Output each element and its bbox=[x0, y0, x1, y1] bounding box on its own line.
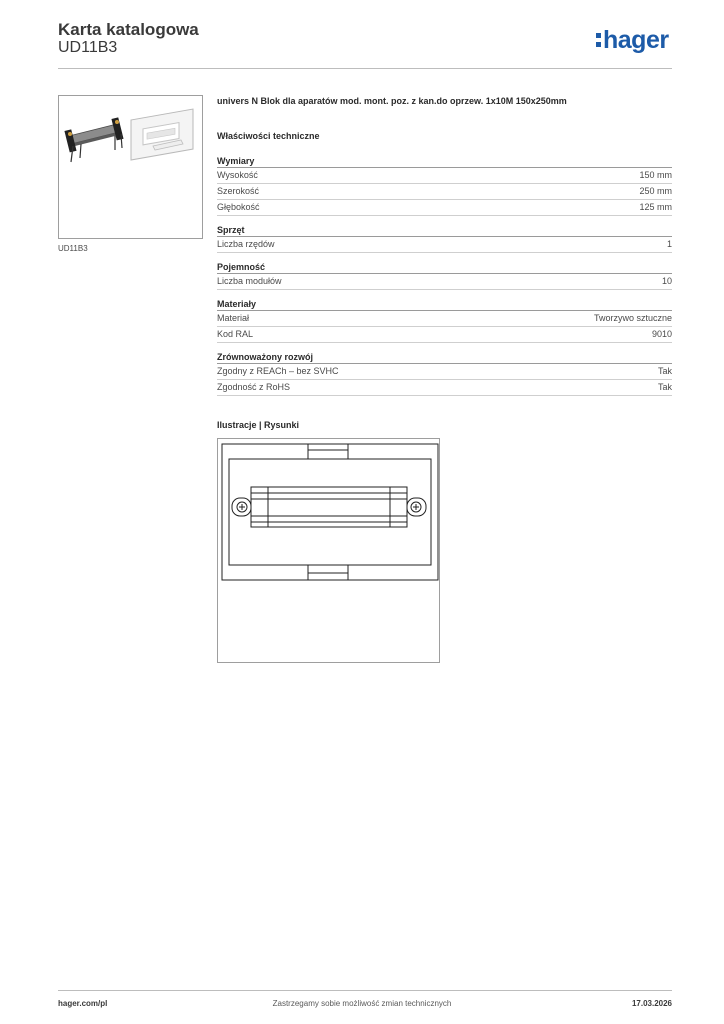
spec-group-title: Materiały bbox=[217, 298, 672, 311]
spec-row bbox=[217, 184, 672, 200]
hager-logo[interactable] bbox=[596, 27, 669, 53]
spec-group-capacity bbox=[217, 261, 672, 290]
spec-row bbox=[217, 200, 672, 216]
spec-label: Wysokość bbox=[217, 170, 258, 180]
spec-row bbox=[217, 364, 672, 380]
spec-row bbox=[217, 311, 672, 327]
spec-label: Zgodność z RoHS bbox=[217, 382, 291, 392]
spec-label: Liczba rzędów bbox=[217, 239, 275, 249]
spec-value: 1 bbox=[666, 239, 672, 249]
logo-dots-icon bbox=[596, 33, 601, 47]
spec-row bbox=[217, 274, 672, 290]
spec-group-dimensions bbox=[217, 155, 672, 216]
technical-drawing bbox=[217, 438, 440, 663]
logo-text: hager bbox=[603, 26, 669, 54]
product-code: UD11B3 bbox=[58, 39, 118, 56]
spec-value: 10 bbox=[661, 276, 672, 286]
spec-group-equipment bbox=[217, 224, 672, 253]
product-photo-icon bbox=[59, 96, 202, 238]
footer-divider bbox=[58, 990, 672, 991]
specs-table bbox=[217, 155, 672, 404]
spec-value: 125 mm bbox=[639, 202, 672, 212]
footer-website-link[interactable]: hager.com/pl bbox=[58, 999, 108, 1008]
spec-value: 9010 bbox=[651, 329, 672, 339]
product-image bbox=[58, 95, 203, 239]
spec-label: Głębokość bbox=[217, 202, 260, 212]
spec-value: Tworzywo sztuczne bbox=[593, 313, 672, 323]
spec-row bbox=[217, 237, 672, 253]
illustrations-title: Ilustracje | Rysunki bbox=[217, 420, 300, 430]
spec-label: Liczba modułów bbox=[217, 276, 282, 286]
spec-value: 250 mm bbox=[639, 186, 672, 196]
spec-group-title: Wymiary bbox=[217, 155, 672, 168]
spec-group-title: Zrównoważony rozwój bbox=[217, 351, 672, 364]
spec-label: Zgodny z REACh – bez SVHC bbox=[217, 366, 339, 376]
spec-row bbox=[217, 168, 672, 184]
spec-group-title: Pojemność bbox=[217, 261, 672, 274]
spec-value: Tak bbox=[657, 382, 672, 392]
footer-disclaimer: Zastrzegamy sobie możliwość zmian technicznych bbox=[272, 999, 452, 1008]
spec-label: Materiał bbox=[217, 313, 250, 323]
page-title: Karta katalogowa bbox=[58, 20, 199, 39]
spec-value: Tak bbox=[657, 366, 672, 376]
image-caption: UD11B3 bbox=[58, 244, 88, 253]
tech-section-title: Właściwości techniczne bbox=[217, 131, 320, 141]
spec-group-title: Sprzęt bbox=[217, 224, 672, 237]
spec-label: Kod RAL bbox=[217, 329, 254, 339]
footer-date: 17.03.2026 bbox=[631, 999, 672, 1008]
spec-group-materials bbox=[217, 298, 672, 343]
spec-row bbox=[217, 327, 672, 343]
spec-value: 150 mm bbox=[639, 170, 672, 180]
technical-drawing-icon bbox=[218, 439, 439, 662]
spec-row bbox=[217, 380, 672, 396]
product-description: univers N Blok dla aparatów mod. mont. poz. z kan.do oprzew. 1x10M 150x250mm bbox=[217, 96, 567, 106]
spec-label: Szerokość bbox=[217, 186, 260, 196]
header-divider bbox=[58, 68, 672, 69]
spec-group-sustainability bbox=[217, 351, 672, 396]
